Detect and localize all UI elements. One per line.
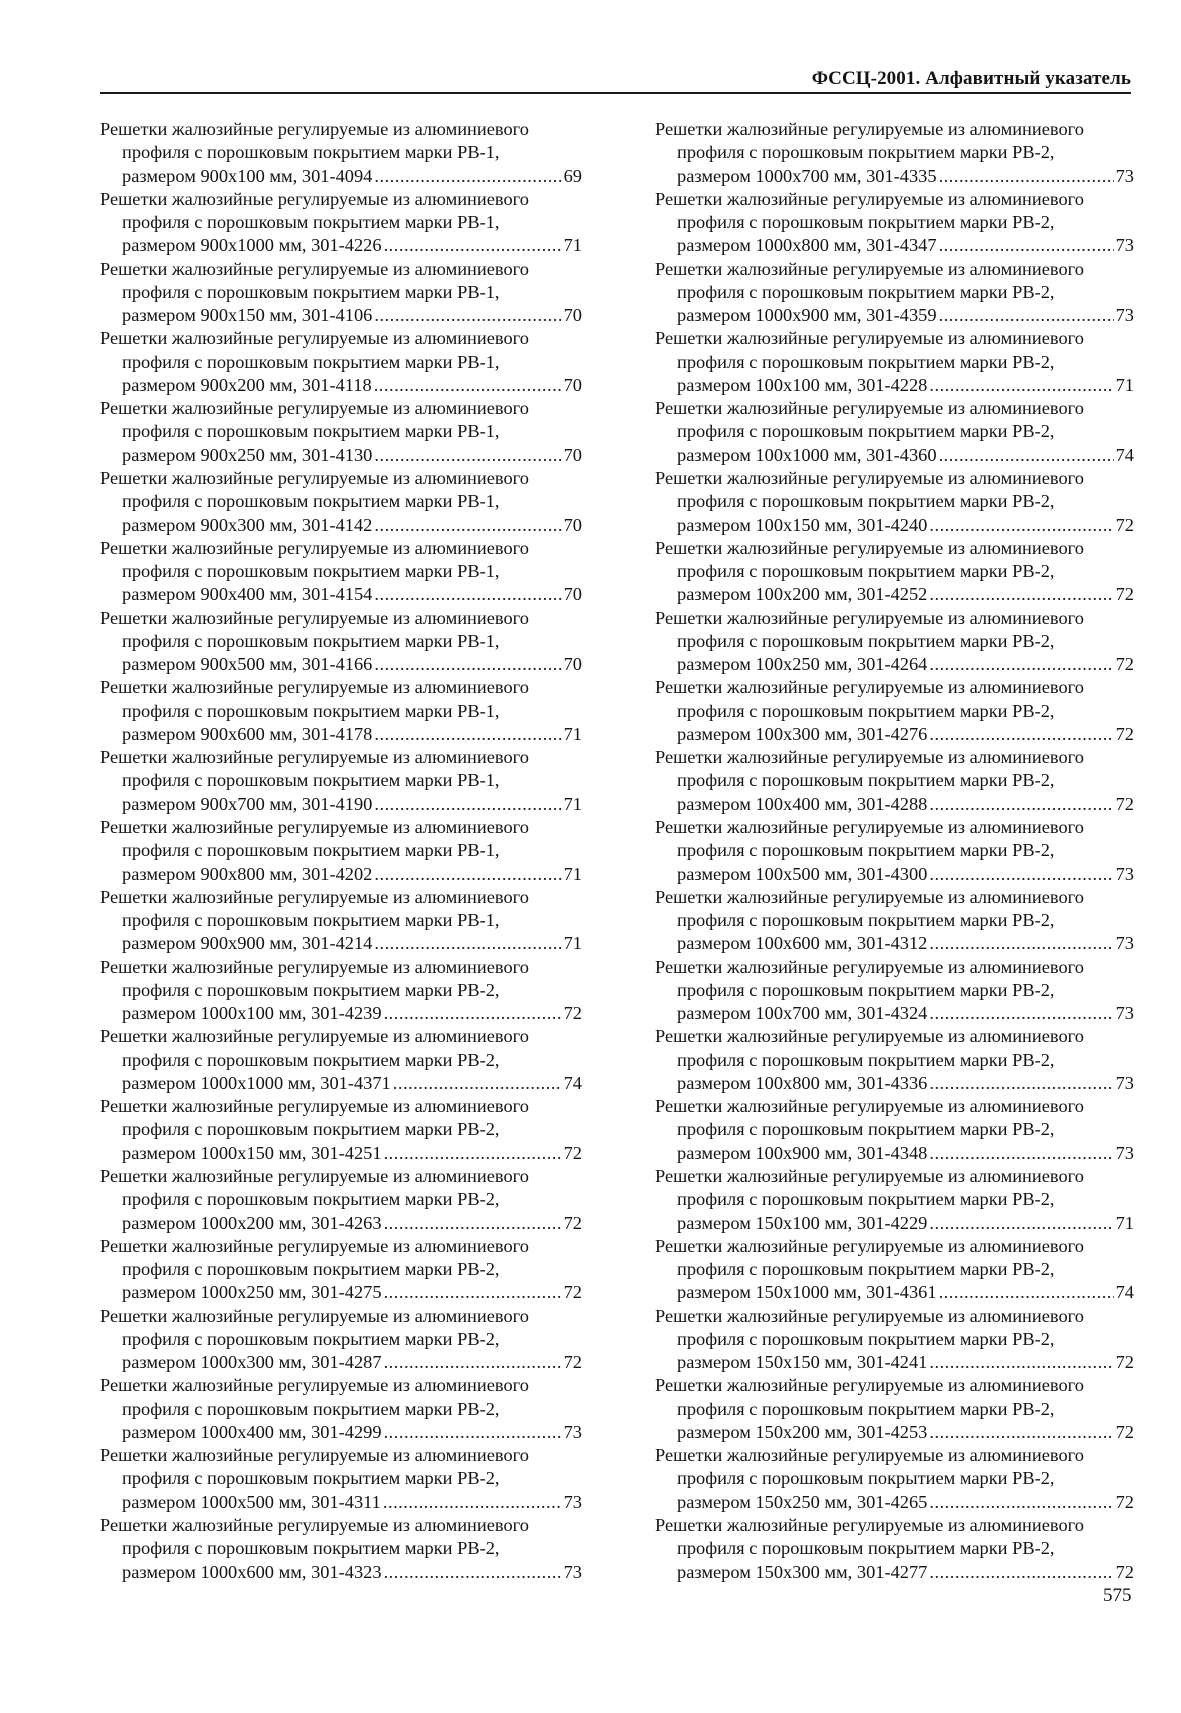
entry-size-code: размером 150х200 мм, 301-4253 (677, 1421, 928, 1442)
index-entry (655, 676, 1134, 746)
entry-description-line: профиля с порошковым покрытием марки РВ-2, (677, 910, 1055, 931)
index-entry (655, 1514, 1134, 1584)
index-entry (100, 327, 582, 397)
entry-description-line: профиля с порошковым покрытием марки РВ-1, (122, 840, 500, 861)
running-header (100, 66, 1131, 94)
entry-size-code: размером 150х1000 мм, 301-4361 (677, 1282, 937, 1303)
index-entry (655, 118, 1134, 188)
entry-page-number: 72 (1115, 793, 1134, 814)
entry-page-number: 70 (563, 654, 582, 675)
entry-description-line: профиля с порошковым покрытием марки РВ-2, (677, 979, 1055, 1000)
entry-page-number: 72 (563, 1282, 582, 1303)
dot-leader (929, 1142, 1113, 1165)
entry-size-line (100, 1212, 582, 1235)
entry-title-line: Решетки жалюзийные регулируемые из алюминиевого (655, 1235, 1084, 1256)
dot-leader (939, 234, 1114, 257)
entry-title-line: Решетки жалюзийные регулируемые из алюминиевого (655, 886, 1084, 907)
entry-page-number: 70 (563, 584, 582, 605)
entry-title-line: Решетки жалюзийные регулируемые из алюминиевого (100, 258, 529, 279)
entry-title-line: Решетки жалюзийные регулируемые из алюминиевого (655, 1026, 1084, 1047)
entry-size-line (655, 165, 1134, 188)
entry-page-number: 70 (563, 305, 582, 326)
entry-title-line: Решетки жалюзийные регулируемые из алюминиевого (655, 1096, 1084, 1117)
entry-title-line: Решетки жалюзийные регулируемые из алюминиевого (100, 607, 529, 628)
index-entry (100, 1025, 582, 1095)
entry-size-line (100, 514, 582, 537)
entry-title-line: Решетки жалюзийные регулируемые из алюминиевого (655, 956, 1084, 977)
dot-leader (929, 1212, 1113, 1235)
entry-description-line: профиля с порошковым покрытием марки РВ-2, (122, 1468, 500, 1489)
entry-size-line (100, 1491, 582, 1514)
entry-size-line (655, 932, 1134, 955)
index-column-left (100, 118, 582, 1584)
entry-title-line: Решетки жалюзийные регулируемые из алюминиевого (100, 1165, 529, 1186)
entry-size-line (655, 583, 1134, 606)
entry-size-line (100, 165, 582, 188)
dot-leader (929, 1002, 1113, 1025)
dot-leader (929, 932, 1113, 955)
dot-leader (939, 1281, 1114, 1304)
entry-description-line: профиля с порошковым покрытием марки РВ-2, (677, 770, 1055, 791)
entry-title-line: Решетки жалюзийные регулируемые из алюминиевого (655, 258, 1084, 279)
entry-description-line: профиля с порошковым покрытием марки РВ-2, (122, 1328, 500, 1349)
entry-size-line (100, 1002, 582, 1025)
entry-description-line: профиля с порошковым покрытием марки РВ-2, (677, 1189, 1055, 1210)
entry-title-line: Решетки жалюзийные регулируемые из алюминиевого (100, 398, 529, 419)
index-entry (100, 1235, 582, 1305)
entry-page-number: 74 (563, 1072, 582, 1093)
entry-size-code: размером 900х400 мм, 301-4154 (122, 584, 373, 605)
entry-page-number: 71 (1115, 1212, 1134, 1233)
entry-description-line: профиля с порошковым покрытием марки РВ-2, (677, 840, 1055, 861)
entry-size-code: размером 900х1000 мм, 301-4226 (122, 235, 382, 256)
entry-size-code: размером 900х500 мм, 301-4166 (122, 654, 373, 675)
entry-size-line (655, 863, 1134, 886)
entry-size-line (655, 1142, 1134, 1165)
dot-leader (929, 863, 1113, 886)
entry-description-line: профиля с порошковым покрытием марки РВ-2, (122, 1189, 500, 1210)
entry-title-line: Решетки жалюзийные регулируемые из алюминиевого (100, 537, 529, 558)
dot-leader (374, 444, 561, 467)
entry-description-line: профиля с порошковым покрытием марки РВ-2, (677, 1259, 1055, 1280)
entry-description-line: профиля с порошковым покрытием марки РВ-1, (122, 561, 500, 582)
entry-title-line: Решетки жалюзийные регулируемые из алюминиевого (655, 1375, 1084, 1396)
index-entry (655, 258, 1134, 328)
dot-leader (384, 234, 562, 257)
entry-title-line: Решетки жалюзийные регулируемые из алюминиевого (100, 188, 529, 209)
entry-description-line: профиля с порошковым покрытием марки РВ-2, (677, 1398, 1055, 1419)
dot-leader (374, 514, 561, 537)
entry-size-code: размером 900х900 мм, 301-4214 (122, 933, 373, 954)
entry-size-code: размером 900х200 мм, 301-4118 (122, 374, 372, 395)
index-entry (100, 537, 582, 607)
entry-page-number: 73 (1115, 863, 1134, 884)
entry-page-number: 72 (1115, 723, 1134, 744)
entry-size-code: размером 900х150 мм, 301-4106 (122, 305, 373, 326)
entry-title-line: Решетки жалюзийные регулируемые из алюминиевого (100, 1235, 529, 1256)
entry-size-line (100, 1421, 582, 1444)
index-entry (655, 1235, 1134, 1305)
entry-size-code: размером 1000х100 мм, 301-4239 (122, 1003, 382, 1024)
entry-page-number: 72 (1115, 654, 1134, 675)
dot-leader (384, 1142, 562, 1165)
entry-title-line: Решетки жалюзийные регулируемые из алюминиевого (655, 119, 1084, 139)
header-title: ФССЦ-2001. Алфавитный указатель (811, 68, 1131, 89)
entry-size-code: размером 1000х500 мм, 301-4311 (122, 1491, 381, 1512)
index-entry (655, 956, 1134, 1026)
entry-title-line: Решетки жалюзийные регулируемые из алюминиевого (100, 816, 529, 837)
entry-size-code: размером 900х250 мм, 301-4130 (122, 444, 373, 465)
entry-size-line (100, 1142, 582, 1165)
entry-page-number: 73 (563, 1491, 582, 1512)
entry-size-code: размером 150х250 мм, 301-4265 (677, 1491, 928, 1512)
entry-page-number: 71 (563, 933, 582, 954)
entry-title-line: Решетки жалюзийные регулируемые из алюминиевого (100, 956, 529, 977)
page-number: 575 (1103, 1585, 1132, 1606)
dot-leader (929, 1072, 1113, 1095)
dot-leader (384, 1212, 562, 1235)
entry-size-code: размером 100х900 мм, 301-4348 (677, 1142, 928, 1163)
entry-size-code: размером 1000х900 мм, 301-4359 (677, 305, 937, 326)
entry-page-number: 72 (563, 1003, 582, 1024)
entry-size-line (655, 374, 1134, 397)
entry-size-line (655, 793, 1134, 816)
entry-size-line (655, 1281, 1134, 1304)
entry-description-line: профиля с порошковым покрытием марки РВ-2, (122, 1538, 500, 1559)
dot-leader (929, 1561, 1113, 1584)
entry-size-line (100, 374, 582, 397)
index-entry (100, 118, 582, 188)
index-entry (655, 816, 1134, 886)
index-entry (100, 746, 582, 816)
dot-leader (374, 932, 561, 955)
entry-size-line (100, 653, 582, 676)
entry-description-line: профиля с порошковым покрытием марки РВ-1, (122, 281, 500, 302)
entry-size-line (655, 723, 1134, 746)
index-entry (655, 1444, 1134, 1514)
dot-leader (374, 583, 561, 606)
entry-title-line: Решетки жалюзийные регулируемые из алюминиевого (655, 816, 1084, 837)
entry-title-line: Решетки жалюзийные регулируемые из алюминиевого (655, 1305, 1084, 1326)
entry-title-line: Решетки жалюзийные регулируемые из алюминиевого (655, 1445, 1084, 1466)
entry-title-line: Решетки жалюзийные регулируемые из алюминиевого (655, 328, 1084, 349)
dot-leader (374, 165, 561, 188)
entry-description-line: профиля с порошковым покрытием марки РВ-2, (677, 700, 1055, 721)
entry-size-line (655, 514, 1134, 537)
entry-description-line: профиля с порошковым покрытием марки РВ-1, (122, 351, 500, 372)
entry-size-line (655, 444, 1134, 467)
index-entry (655, 537, 1134, 607)
entry-page-number: 73 (1115, 1072, 1134, 1093)
entry-title-line: Решетки жалюзийные регулируемые из алюминиевого (655, 747, 1084, 768)
index-entry (100, 607, 582, 677)
entry-description-line: профиля с порошковым покрытием марки РВ-2, (677, 351, 1055, 372)
entry-description-line: профиля с порошковым покрытием марки РВ-2, (677, 630, 1055, 651)
dot-leader (374, 374, 562, 397)
index-entry (655, 746, 1134, 816)
entry-page-number: 73 (1115, 1142, 1134, 1163)
entry-title-line: Решетки жалюзийные регулируемые из алюминиевого (655, 398, 1084, 419)
dot-leader (384, 1281, 562, 1304)
index-column-right (655, 118, 1134, 1584)
entry-title-line: Решетки жалюзийные регулируемые из алюминиевого (100, 1096, 529, 1117)
entry-size-line (655, 1072, 1134, 1095)
entry-size-line (100, 1281, 582, 1304)
dot-leader (384, 1351, 562, 1374)
entry-size-line (100, 1561, 582, 1584)
entry-size-code: размером 1000х250 мм, 301-4275 (122, 1282, 382, 1303)
entry-title-line: Решетки жалюзийные регулируемые из алюминиевого (655, 1514, 1084, 1535)
entry-size-code: размером 150х150 мм, 301-4241 (677, 1352, 928, 1373)
entry-size-code: размером 100х600 мм, 301-4312 (677, 933, 928, 954)
index-entry (655, 397, 1134, 467)
entry-size-code: размером 900х800 мм, 301-4202 (122, 863, 373, 884)
entry-title-line: Решетки жалюзийные регулируемые из алюминиевого (655, 188, 1084, 209)
entry-size-code: размером 150х300 мм, 301-4277 (677, 1561, 928, 1582)
entry-page-number: 72 (1115, 514, 1134, 535)
dot-leader (384, 1421, 562, 1444)
entry-size-line (655, 234, 1134, 257)
entry-title-line: Решетки жалюзийные регулируемые из алюминиевого (100, 328, 529, 349)
entry-page-number: 72 (1115, 1561, 1134, 1582)
entry-size-line (100, 583, 582, 606)
index-entry (100, 816, 582, 886)
entry-size-code: размером 100х700 мм, 301-4324 (677, 1003, 928, 1024)
index-entry (655, 1305, 1134, 1375)
entry-page-number: 73 (1115, 305, 1134, 326)
entry-page-number: 70 (563, 374, 582, 395)
entry-size-code: размером 100х400 мм, 301-4288 (677, 793, 928, 814)
entry-size-code: размером 100х200 мм, 301-4252 (677, 584, 928, 605)
entry-size-line (100, 1072, 582, 1095)
entry-size-code: размером 1000х300 мм, 301-4287 (122, 1352, 382, 1373)
entry-size-code: размером 900х300 мм, 301-4142 (122, 514, 373, 535)
entry-page-number: 74 (1115, 1282, 1134, 1303)
dot-leader (929, 514, 1113, 537)
entry-size-line (655, 1212, 1134, 1235)
entry-size-line (655, 304, 1134, 327)
entry-size-line (100, 793, 582, 816)
index-entry (100, 956, 582, 1026)
entry-size-line (655, 1421, 1134, 1444)
entry-size-code: размером 100х300 мм, 301-4276 (677, 723, 928, 744)
index-entry (655, 1025, 1134, 1095)
index-entry (100, 1444, 582, 1514)
entry-page-number: 73 (563, 1561, 582, 1582)
entry-page-number: 73 (1115, 235, 1134, 256)
index-entry (655, 1374, 1134, 1444)
entry-description-line: профиля с порошковым покрытием марки РВ-1, (122, 630, 500, 651)
entry-size-line (100, 863, 582, 886)
index-entry (100, 188, 582, 258)
entry-page-number: 71 (563, 723, 582, 744)
entry-page-number: 72 (1115, 584, 1134, 605)
dot-leader (393, 1072, 562, 1095)
dot-leader (929, 653, 1113, 676)
entry-size-code: размером 100х100 мм, 301-4228 (677, 374, 928, 395)
entry-size-line (655, 653, 1134, 676)
entry-size-line (100, 932, 582, 955)
entry-size-line (100, 723, 582, 746)
entry-size-code: размером 900х700 мм, 301-4190 (122, 793, 373, 814)
entry-description-line: профиля с порошковым покрытием марки РВ-1, (122, 491, 500, 512)
entry-page-number: 73 (1115, 165, 1134, 186)
entry-description-line: профиля с порошковым покрытием марки РВ-2, (677, 212, 1055, 233)
entry-title-line: Решетки жалюзийные регулируемые из алюминиевого (100, 886, 529, 907)
entry-size-line (655, 1561, 1134, 1584)
entry-description-line: профиля с порошковым покрытием марки РВ-2, (122, 1398, 500, 1419)
index-entry (655, 467, 1134, 537)
index-entry (100, 467, 582, 537)
entry-description-line: профиля с порошковым покрытием марки РВ-2, (122, 1049, 500, 1070)
entry-page-number: 72 (1115, 1491, 1134, 1512)
entry-description-line: профиля с порошковым покрытием марки РВ-2, (122, 979, 500, 1000)
entry-title-line: Решетки жалюзийные регулируемые из алюминиевого (655, 1165, 1084, 1186)
index-entry (655, 1165, 1134, 1235)
index-entry (100, 1514, 582, 1584)
entry-page-number: 71 (563, 863, 582, 884)
entry-size-code: размером 100х150 мм, 301-4240 (677, 514, 928, 535)
entry-description-line: профиля с порошковым покрытием марки РВ-1, (122, 142, 500, 163)
index-entry (655, 327, 1134, 397)
entry-title-line: Решетки жалюзийные регулируемые из алюминиевого (655, 537, 1084, 558)
dot-leader (384, 1561, 562, 1584)
entry-size-line (100, 304, 582, 327)
dot-leader (374, 723, 561, 746)
entry-title-line: Решетки жалюзийные регулируемые из алюминиевого (655, 607, 1084, 628)
entry-size-code: размером 150х100 мм, 301-4229 (677, 1212, 928, 1233)
entry-size-code: размером 100х250 мм, 301-4264 (677, 654, 928, 675)
entry-size-code: размером 1000х600 мм, 301-4323 (122, 1561, 382, 1582)
index-entry (100, 1165, 582, 1235)
index-entry (100, 1095, 582, 1165)
entry-size-line (655, 1351, 1134, 1374)
entry-description-line: профиля с порошковым покрытием марки РВ-1, (122, 770, 500, 791)
entry-page-number: 72 (563, 1142, 582, 1163)
entry-description-line: профиля с порошковым покрытием марки РВ-2, (677, 281, 1055, 302)
dot-leader (374, 653, 561, 676)
entry-description-line: профиля с порошковым покрытием марки РВ-2, (677, 1538, 1055, 1559)
entry-description-line: профиля с порошковым покрытием марки РВ-1, (122, 910, 500, 931)
entry-page-number: 72 (563, 1352, 582, 1373)
entry-size-line (100, 1351, 582, 1374)
entry-page-number: 73 (1115, 1003, 1134, 1024)
entry-size-code: размером 900х100 мм, 301-4094 (122, 165, 373, 186)
entry-description-line: профиля с порошковым покрытием марки РВ-2, (677, 142, 1055, 163)
entry-description-line: профиля с порошковым покрытием марки РВ-2, (122, 1119, 500, 1140)
entry-size-line (655, 1002, 1134, 1025)
dot-leader (939, 304, 1114, 327)
entry-size-code: размером 1000х700 мм, 301-4335 (677, 165, 937, 186)
entry-description-line: профиля с порошковым покрытием марки РВ-1, (122, 421, 500, 442)
dot-leader (383, 1491, 562, 1514)
entry-page-number: 71 (563, 793, 582, 814)
index-entry (655, 607, 1134, 677)
dot-leader (929, 1351, 1113, 1374)
entry-page-number: 72 (1115, 1352, 1134, 1373)
entry-title-line: Решетки жалюзийные регулируемые из алюминиевого (100, 1445, 529, 1466)
entry-page-number: 71 (1115, 374, 1134, 395)
entry-description-line: профиля с порошковым покрытием марки РВ-2, (122, 1259, 500, 1280)
entry-description-line: профиля с порошковым покрытием марки РВ-2, (677, 1119, 1055, 1140)
dot-leader (374, 863, 561, 886)
entry-page-number: 70 (563, 514, 582, 535)
dot-leader (384, 1002, 562, 1025)
entry-description-line: профиля с порошковым покрытием марки РВ-2, (677, 1328, 1055, 1349)
entry-page-number: 70 (563, 444, 582, 465)
index-entry (655, 188, 1134, 258)
dot-leader (939, 165, 1114, 188)
dot-leader (929, 1421, 1113, 1444)
dot-leader (929, 1491, 1113, 1514)
entry-size-code: размером 100х800 мм, 301-4336 (677, 1072, 928, 1093)
entry-size-code: размером 900х600 мм, 301-4178 (122, 723, 373, 744)
entry-title-line: Решетки жалюзийные регулируемые из алюминиевого (655, 677, 1084, 698)
dot-leader (929, 793, 1113, 816)
entry-size-code: размером 1000х1000 мм, 301-4371 (122, 1072, 391, 1093)
entry-size-code: размером 1000х200 мм, 301-4263 (122, 1212, 382, 1233)
entry-page-number: 74 (1115, 444, 1134, 465)
entry-title-line: Решетки жалюзийные регулируемые из алюминиевого (100, 1514, 529, 1535)
entry-description-line: профиля с порошковым покрытием марки РВ-2, (677, 491, 1055, 512)
entry-description-line: профиля с порошковым покрытием марки РВ-1, (122, 212, 500, 233)
index-entry (100, 886, 582, 956)
entry-title-line: Решетки жалюзийные регулируемые из алюминиевого (100, 1026, 529, 1047)
entry-page-number: 71 (563, 235, 582, 256)
entry-description-line: профиля с порошковым покрытием марки РВ-2, (677, 1468, 1055, 1489)
entry-title-line: Решетки жалюзийные регулируемые из алюминиевого (100, 677, 529, 698)
dot-leader (929, 723, 1113, 746)
index-entry (100, 258, 582, 328)
index-entry (100, 1374, 582, 1444)
entry-size-code: размером 100х1000 мм, 301-4360 (677, 444, 937, 465)
entry-title-line: Решетки жалюзийные регулируемые из алюминиевого (100, 1375, 529, 1396)
entry-description-line: профиля с порошковым покрытием марки РВ-2, (677, 421, 1055, 442)
entry-size-line (100, 444, 582, 467)
entry-title-line: Решетки жалюзийные регулируемые из алюминиевого (655, 467, 1084, 488)
dot-leader (929, 583, 1113, 606)
entry-title-line: Решетки жалюзийные регулируемые из алюминиевого (100, 747, 529, 768)
entry-page-number: 72 (563, 1212, 582, 1233)
entry-page-number: 73 (1115, 933, 1134, 954)
entry-page-number: 69 (563, 165, 582, 186)
entry-description-line: профиля с порошковым покрытием марки РВ-2, (677, 1049, 1055, 1070)
entry-size-line (655, 1491, 1134, 1514)
entry-page-number: 73 (563, 1421, 582, 1442)
entry-page-number: 72 (1115, 1421, 1134, 1442)
entry-title-line: Решетки жалюзийные регулируемые из алюминиевого (100, 119, 529, 139)
entry-title-line: Решетки жалюзийные регулируемые из алюминиевого (100, 1305, 529, 1326)
dot-leader (374, 304, 561, 327)
dot-leader (929, 374, 1113, 397)
entry-size-code: размером 1000х150 мм, 301-4251 (122, 1142, 382, 1163)
entry-description-line: профиля с порошковым покрытием марки РВ-1, (122, 700, 500, 721)
entry-title-line: Решетки жалюзийные регулируемые из алюминиевого (100, 467, 529, 488)
index-entry (655, 886, 1134, 956)
entry-size-line (100, 234, 582, 257)
entry-size-code: размером 1000х400 мм, 301-4299 (122, 1421, 382, 1442)
index-entry (100, 397, 582, 467)
entry-description-line: профиля с порошковым покрытием марки РВ-2, (677, 561, 1055, 582)
index-entry (100, 676, 582, 746)
dot-leader (939, 444, 1114, 467)
index-entry (655, 1095, 1134, 1165)
dot-leader (374, 793, 561, 816)
entry-size-code: размером 100х500 мм, 301-4300 (677, 863, 928, 884)
entry-size-code: размером 1000х800 мм, 301-4347 (677, 235, 937, 256)
index-entry (100, 1305, 582, 1375)
